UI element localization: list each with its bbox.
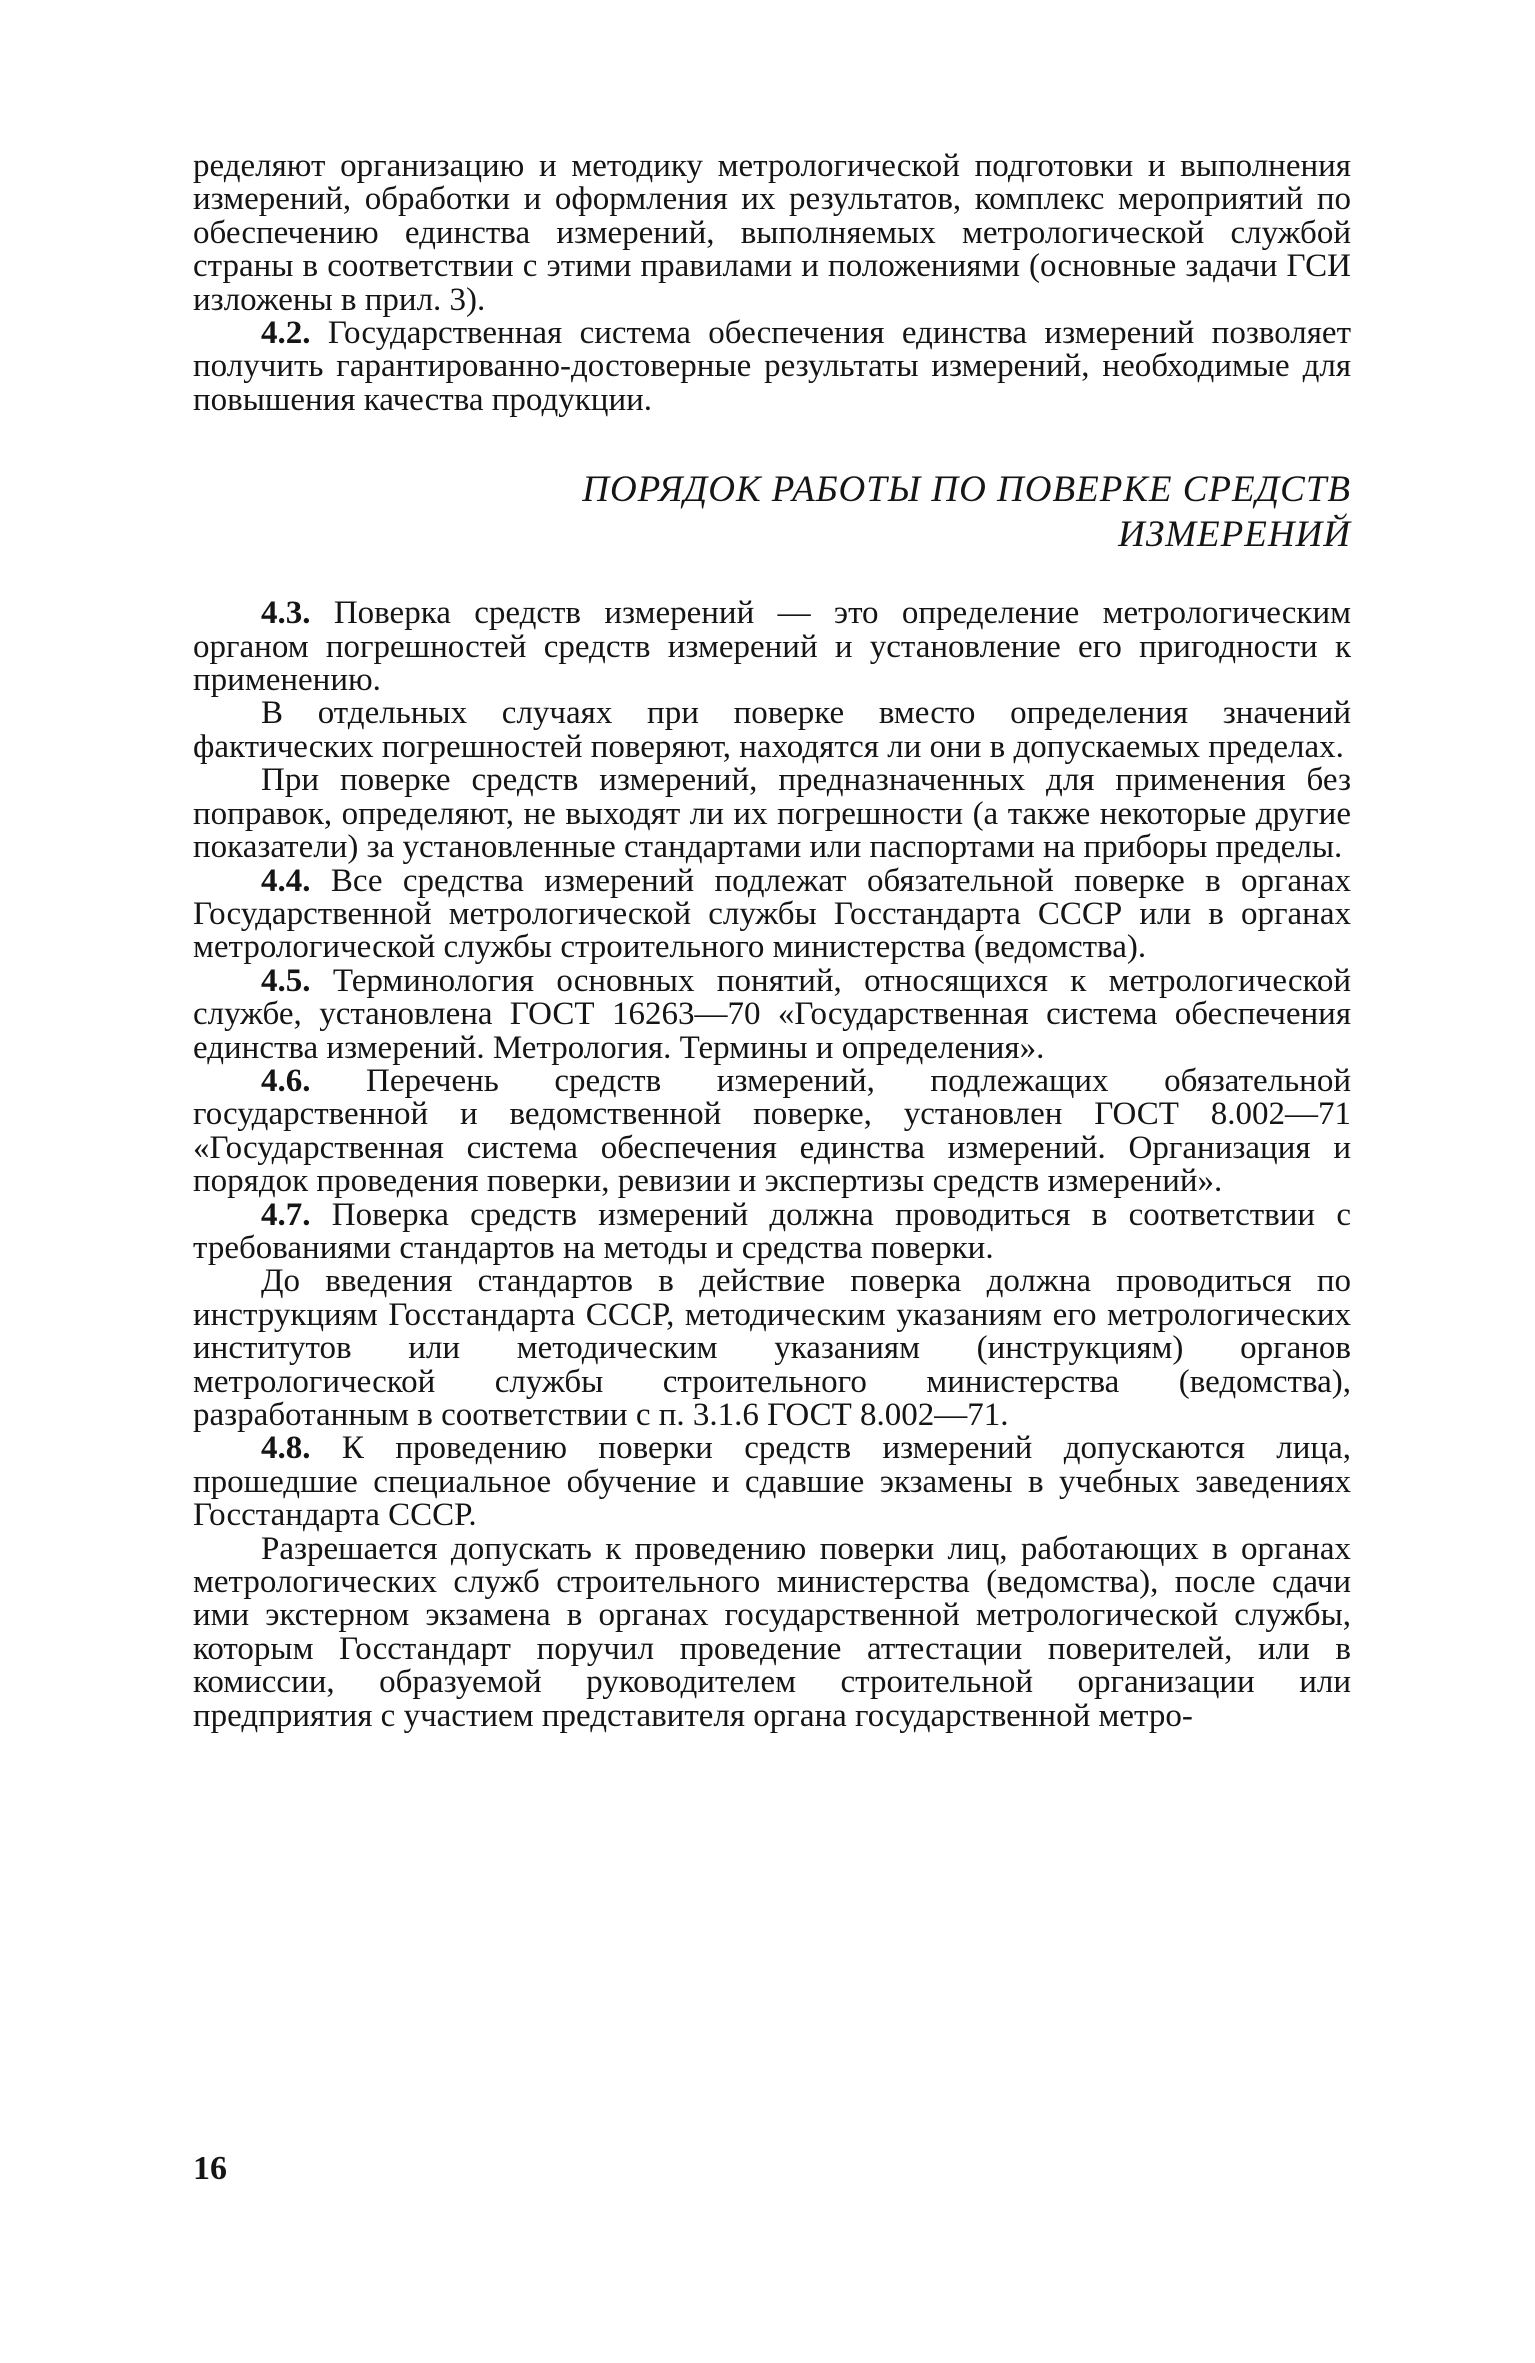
paragraph-number: 4.5. (261, 962, 311, 999)
paragraph-4-5 (193, 962, 1351, 1066)
paragraph-number: 4.2. (261, 315, 311, 352)
paragraph-text: Все средства измерений подлежат обязательной поверке в органах Государственной метрологической службы Госстандарта СССР или в органах метрологической службы строительного министерства (ведомства). (193, 862, 1351, 966)
paragraph-text: Терминология основных понятий, относящихся к метрологической службе, установлена ГОСТ 16263—70 «Государственная система обеспечения единства измерений. Метрология. Термины и определения». (193, 962, 1351, 1066)
paragraph-4-4 (193, 862, 1351, 966)
paragraph-text: До введения стандартов в действие поверка должна проводиться по инструкциям Госстандарта СССР, методическим указаниям его метрологических институтов или методическим указаниям (инструкциям) органов метрологической службы строительного министерства (ведомства), разработанным в соответствии с п. 3.1.6 ГОСТ 8.002—71. (193, 1263, 1351, 1433)
section-heading-line-2: ИЗМЕРЕНИЙ (1118, 514, 1351, 556)
paragraph-text: Перечень средств измерений, подлежащих обязательной государственной и ведомственной поверке, установлен ГОСТ 8.002—71 «Государственная система обеспечения единства измерений. Организация и порядок проведения поверки, ревизии и экспертизы средств измерений». (193, 1062, 1351, 1200)
paragraph-number: 4.8. (261, 1430, 311, 1467)
page-number: 16 (193, 2150, 227, 2187)
paragraph-text: Государственная система обеспечения единства измерений позволяет получить гарантированно-достоверные результаты измерений, необходимые для повышения качества продукции. (193, 315, 1351, 418)
paragraph-4-2 (193, 317, 1351, 417)
section-heading-line-1: ПОРЯДОК РАБОТЫ ПО ПОВЕРКЕ СРЕДСТВ (582, 469, 1351, 511)
paragraph-continuation (193, 150, 1351, 317)
paragraph-text: В отдельных случаях при поверке вместо определения значений фактических погрешностей поверяют, находятся ли они в допускаемых пределах. (193, 695, 1351, 765)
paragraph-4-8 (193, 1432, 1351, 1532)
paragraph-text: При поверке средств измерений, предназначенных для применения без поправок, определяют, не выходят ли их погрешности (а также некоторые другие показатели) за установленные стандартами или паспортами на приборы пределы. (193, 762, 1351, 866)
paragraph-4-3 (193, 597, 1351, 697)
paragraph-number: 4.4. (261, 862, 311, 899)
paragraph-4-7 (193, 1196, 1351, 1266)
paragraph-number: 4.7. (261, 1196, 311, 1233)
paragraph-text: К проведению поверки средств измерений допускаются лица, прошедшие специальное обучение и сдавшие экзамены в учебных заведениях Госстандарта СССР. (193, 1430, 1351, 1534)
paragraph-text: ределяют организацию и методику метрологической подготовки и выполнения измерений, обработки и оформления их результатов, комплекс мероприятий по обеспечению единства измерений, выполняемых метрологической службой страны в соответствии с этими правилами и положениями (основные задачи ГСИ изложены в прил. 3). (193, 148, 1351, 318)
paragraph (193, 1530, 1351, 1734)
paragraph-text: Поверка средств измерений — это определение метрологическим органом погрешностей средств измерений и установление его пригодности к применению. (193, 595, 1351, 699)
paragraph (193, 764, 1351, 864)
paragraph-number: 4.6. (261, 1062, 311, 1099)
section-heading (193, 467, 1351, 557)
paragraph-text: Разрешается допускать к проведению поверки лиц, работающих в органах метрологических служб строительного министерства (ведомства), после сдачи ими экстерном экзамена в органах государственной метрологической службы, которым Госстандарт поручил проведение аттестации поверителей, или в комиссии, образуемой руководителем строительной организации или предприятия с участием представителя органа государственной метро- (193, 1530, 1351, 1734)
paragraph-text: Поверка средств измерений должна проводиться в соответствии с требованиями стандартов на методы и средства поверки. (193, 1196, 1351, 1266)
paragraph-4-6 (193, 1062, 1351, 1200)
paragraph (193, 697, 1351, 764)
paragraph-number: 4.3. (261, 595, 311, 632)
paragraph (193, 1265, 1351, 1432)
page-body (193, 150, 1351, 1733)
